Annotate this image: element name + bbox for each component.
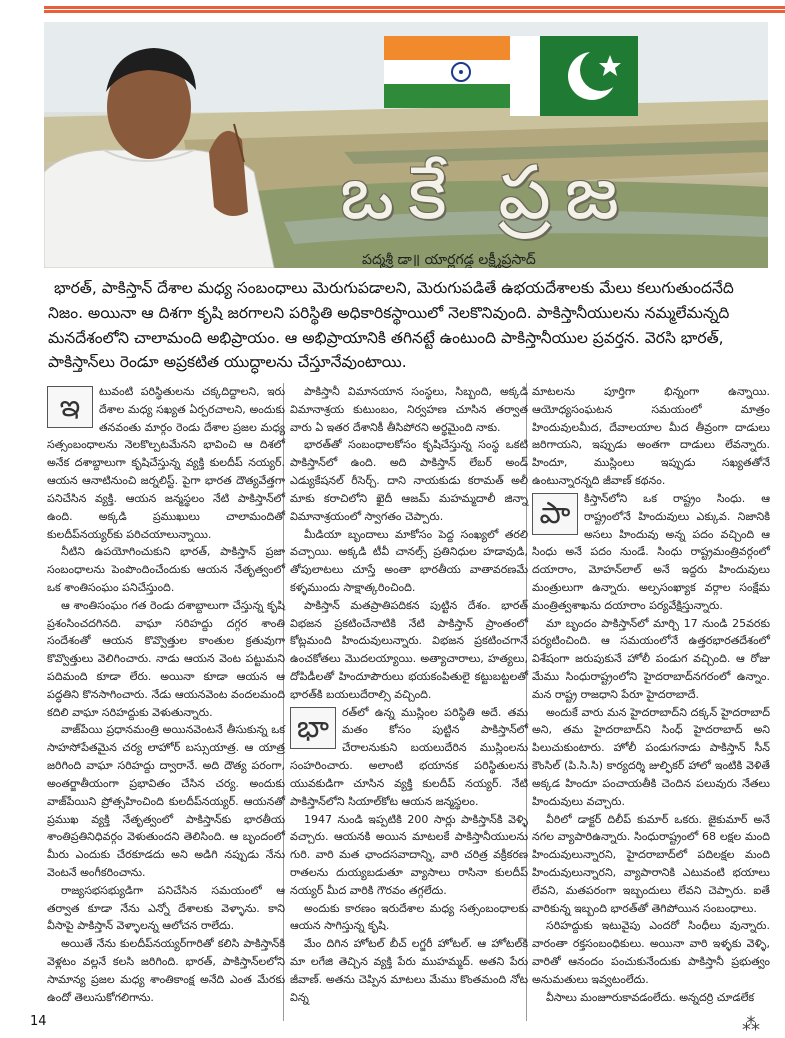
- paragraph: అందుకే వారు మన హైదరాబాద్‌ని దక్కన్ హైదరాబాద్ అని, తమ హైదరాబాద్‌ని సింధ్ హైదరాబాద్ అని పిలుచుకుంటారు. హోలీ పండుగనాడు పాకిస్తాన్ సీన్ కౌంసిల్ (పి.సి.సి) కార్యదర్శి జుల్ఫికర్ హాలో ఇంటికి వెళితే అక్కడ హిందూ పంచాయతీకి చెందిన పలువురు నేతలు హిందువులు వచ్చారు.: [532, 705, 770, 808]
- pakistan-flag-icon: [510, 36, 638, 116]
- paragraph: నీటిని ఉపయోగించుకుని భారత్, పాకిస్తాన్ ప్రజా సంబంధాలను పెంపొందించేందుకు ఆయన నేతృత్వంలో ఒక శాంతిసంఘం పనిచేస్తుంది.: [47, 545, 285, 594]
- paragraph: అయితే నేను కులదీప్‌నయ్యర్‌గారితో కలిసి పాకిస్తాన్‌కి వెళ్లటం వల్లనే కలసి జరిగింది. భారత్, పాకిస్తాన్‌లలోని సామాన్య ప్రజల మధ్య శాంతికాంక్ష అనేది ఎంత మేరకు ఉందో తెలుసుకోగలిగాను.: [47, 937, 285, 1004]
- paragraph: రాజ్యసభసభ్యుడిగా పనిచేసిన సమయంలో ఆ తర్వాత కూడా నేను ఎన్నో దేశాలకు వెళ్ళాను. కాని వీసాపై పాకిస్తాన్ వెళ్ళాలన్న ఆలోచన రాలేదు.: [47, 883, 285, 933]
- drop-cap: భా: [290, 707, 336, 749]
- intro-paragraph: భారత్, పాకిస్తాన్ దేశాల మధ్య సంబంధాలు మెరుగుపడాలని, మెరుగుపడితే ఉభయదేశాలకు మేలు కలుగుతుందనేది నిజం. అయినా ఆ దిశగా కృషి జరగాలని పరిస్థితి అధికారికస్థాయిలో నెలకొనివుంది. పాకిస్తానీయులను నమ్మలేమన్నది మనదేశంలోని చాలామంది అభిప్రాయం. ఆ అభిప్రాయానికి తగినట్టే ఉంటుంది పాకిస్తానీయుల ప్రవర్తన. వెరసి భారత్, పాకిస్తాన్‌లు రెండూ అప్రకటిత యుద్ధాలను చేస్తూనేవుంటాయి.: [48, 279, 734, 372]
- footer-ornament: ⁂: [742, 1014, 760, 1035]
- paragraph: మీడియా బృందాలు మాకోసం పెద్ద సంఖ్యలో తరలి వచ్చాయి. అక్కడి టీవీ చానల్స్ ప్రతినిధుల హడావుడి, తోపులాటలు చూస్తే అంతా భారతీయ వాతావరణమే కళ్ళముందు సాక్షాత్కరించింది.: [290, 527, 528, 594]
- paragraph: మా బృందం పాకిస్తాన్‌లో మార్చి 17 నుండి 25వరకు పర్యటించింది. ఆ సమయంలోనే ఉత్తరభారతదేశంలో విశేషంగా జరుపుకునే హోలీ పండుగ వచ్చింది. ఆ రోజు మేము సింధురాష్ట్రంలోని హైదరాబాద్‌నగరంలో ఉన్నాం. మన రాష్ట్ర రాజధాని పేరూ హైదరాబాదే.: [532, 616, 770, 701]
- author-byline: పద్మశ్రీ డా॥ యార్లగడ్డ లక్ష్మీప్రసాద్: [362, 252, 536, 268]
- top-rule: [44, 6, 785, 13]
- article-title: ఒకే ప్రజ: [340, 150, 633, 236]
- paragraph: మేం దిగిన హోటల్ బీచ్ లగ్జరీ హోటల్. ఆ హోటల్‌కి మా లగేజి తెచ్చిన వ్యక్తి పేరు ముహమ్మద్. అతని పేరు జీవాణ్. అతను చెప్పిన మాటలు మేము కొంతమంది నోట విన్న: [290, 937, 528, 1004]
- paragraph: భారత్‌తో సంబంధాలకోసం కృషిచేస్తున్న సంస్థ ఒకటి పాకిస్తాన్‌లో ఉంది. అది పాకిస్తాన్ లేబర్ అండ్ ఎడ్యుకేషనల్ రీసెర్చ్. దాని నాయకుడు కరామత్ అలీ మాకు కరాచిలోని ఖైదీ ఆజమ్ మహమ్మదాలీ జిన్నా విమానాశ్రయంలో స్వాగతం చెప్పారు.: [290, 438, 528, 523]
- paragraph: 1947 నుండి ఇప్పటికి 200 సార్లు పాకిస్తాన్‌కి వెళ్ళి వచ్చారు. ఆయనకి అయిన మాటలకే పాకిస్తానీయులను గురి. వారి మత ఛాందసవాదాన్ని, వారి చరిత్ర వక్రీకరణ రాతలను దుయ్యబడుతూ వ్యాసాలు రాసినా కులదీప్ నయ్యర్ మీద వారికి గౌరవం తగ్గలేదు.: [290, 812, 528, 897]
- article-column-3: [532, 383, 770, 1006]
- paragraph: పాకిస్తానీ విమానయాన సంస్థలు, సిబ్బంది, అక్కడి విమానాశ్రయ కుటుంబం, నిర్వహణ చూసిన తర్వాత వారు ఏ ఇతర దేశానికీ తీసిపోరని అర్థమైంది నాకు.: [290, 385, 528, 434]
- paragraph: వీరిలో డాక్టర్ దిలీప్ కుమార్ ఒకరు. జైకుమార్ అనే నగల వ్యాపారిఉన్నారు. సింధురాష్ట్రంలో 68 లక్షల మంది హిందువులున్నారని, హైదరాబాద్‌లో పదిలక్షల మంది హిందువులున్నారని, వ్యాపారానికి ఎటువంటి భయాలు లేవని, మతపరంగా ఇబ్బందులు లేవని చెప్పారు. ఐతే వారికున్న ఇబ్బంది భారత్‌తో తెగిపోయిన సంబంధాలు.: [532, 812, 770, 915]
- article-banner: [44, 22, 768, 268]
- drop-cap: ఇ: [47, 386, 93, 428]
- paragraph: వాజ్‌పేయి ప్రధానమంత్రి అయినవెంటనే తీసుకున్న ఒక సాహసోపేతమైన చర్య లాహోర్ బస్సుయాత్ర. ఆ యాత్ర జరిగింది వాఘా సరిహద్దు ద్వారానే. అది దౌత్య పరంగా, అంతర్జాతీయంగా ప్రభావితం చేసిన చర్య. అందుకు వాజ్‌పేయిని ప్రోత్సహించింది కులదీప్‌నయ్యర్. ఆయనతో ప్రముఖ వ్యక్తి నేతృత్వంలో పాకిస్తాన్‌కు భారతీయ శాంతిప్రతినిధివర్గం వెళుతుందని తెలిసింది. ఆ బృందంలో మీరు ఎందుకు చేరకూడదు అని అడిగి నప్పుడు నేను వెంటనే అంగీకరించాను.: [47, 723, 285, 879]
- paragraph: భా రత్‌లో ఉన్న ముస్లింల పరిస్థితి అదే. తమ మతం కోసం పుట్టిన పాకిస్తాన్‌లో చేరాలనుకుని బయలుదేరిన ముస్లింలను సంహరించారు. అలాంటి భయానక పరిస్థితులను యువకుడిగా చూసిన వ్యక్తి కులదీప్ నయ్యర్. నేటి పాకిస్తాన్‌లోని సియాల్‌కోట ఆయన జన్మస్థలం.: [290, 705, 528, 808]
- paragraph: మాటలను పూర్తిగా భిన్నంగా ఉన్నాయి. ఆయోధ్యసంఘటన సమయంలో మాత్రం హిందువులమీద, దేవాలయాల మీద తీవ్రంగా దాడులు జరిగాయని, ఇప్పుడు అంతగా దాడులు లేవన్నారు. హిందూ, ముస్లింలు ఇప్పుడు సఖ్యతతోనే ఉంటున్నారన్నది జీవాణ్ కథనం.: [532, 385, 770, 488]
- paragraph: అందుకు కారణం ఇరుదేశాల మధ్య సత్సంబంధాలకు ఆయన సాగిస్తున్న కృషి.: [290, 901, 528, 933]
- page-number: 14: [30, 1014, 47, 1029]
- paragraph: పాకిస్తాన్ మతప్రాతిపదికన పుట్టిన దేశం. భారత్ విభజన ప్రకటించేనాటికి నేటి పాకిస్తాన్ ప్రాంతంలో కోట్లమంది హిందువులున్నారు. విభజన ప్రకటించగానే ఉంచకోతలు మొదలయ్యాయి. అత్యాచారాలు, హత్యలు, దోపిడీలతో హిందూపౌరులు భయకంపితులై కట్టుబట్టలతో భారత్‌కి బయలుదేరాల్సి వచ్చింది.: [290, 598, 528, 701]
- article-column-2: [290, 383, 528, 1006]
- paragraph: వీసాలు మంజూరుకావడంలేదు. అన్నదర్రి చూడలేక: [546, 990, 755, 1004]
- paragraph: ఆ శాంతిసంఘం గత రెండు దశాబ్దాలుగా చేస్తున్న కృషి ప్రశంసించదగినది. వాఘా సరిహద్దు దగ్గర శాంతి సందేశంతో ఆయన కొవ్వొత్తుల కాంతుల క్రతువుగా కొవ్వొత్తులు వెలిగించారు. నాడు ఆయన వెంట పట్టుమని పదిమంది కూడా లేరు. అయినా కూడా ఆయన ఆ పద్ధతిని కొనసాగించారు. నేడు ఆయనవెంట వందలమంది కదిలి వాఘా సరిహద్దుకు వెళుతున్నారు.: [47, 598, 285, 719]
- article-column-1: [47, 383, 285, 1006]
- paragraph: సరిహద్దుకు ఇటువైపు ఎందరో సింధీలు వున్నారు. వారంతా రక్తసంబంధికులు. అయినా వారి ఇళ్ళకు వెళ్ళి, వారితో ఆనందం పంచుకునేందుకు పాకిస్తానీ ప్రభుత్వం అనుమతులు ఇవ్వటంలేదు.: [532, 919, 770, 986]
- drop-cap: పా: [532, 493, 578, 535]
- paragraph: ఇ టువంటి పరిస్థితులను చక్కదిద్దాలని, ఇరు దేశాల మధ్య సఖ్యత ఏర్పరచాలని, అందుకు తనవంతు మార్గం రెండు దేశాల ప్రజల మధ్య సత్సంబంధాలను నెలకొల్పటమేనని భావించి ఆ దిశలో అనేక దశాబ్దాలుగా కృషిచేస్తున్న వ్యక్తి కులదీప్ నయ్యర్. ఆయన ఆనాటినుంచి జర్నలిస్ట్. పైగా భారత దౌత్యవేత్తగా పనిచేసిన వ్యక్తి. ఆయన జన్మస్థలం నేటి పాకిస్తాన్‌లో ఉంది. అక్కడి ప్రముఖులు చాలామందితో కులదీప్‌నయ్యర్‌కు పరిచయాలున్నాయి.: [47, 385, 285, 541]
- paragraph: పా కిస్తాన్‌లోని ఒక రాష్ట్రం సింధు. ఆ రాష్ట్రంలోనే హిందువులు ఎక్కువ. నిజానికి అసలు హిందువు అన్న పదం వచ్చింది ఆ సింధు అనే పదం నుండే. సింధు రాష్ట్రమంత్రివర్గంలో దయారాం, మోహన్‌లాల్ అనే ఇద్దరు హిందువులు మంత్రులుగా ఉన్నారు. అల్పసంఖ్యాక వర్గాల సంక్షేమ మంత్రిత్వశాఖను దయారాం పర్యవేక్షిస్తున్నారు.: [532, 491, 770, 612]
